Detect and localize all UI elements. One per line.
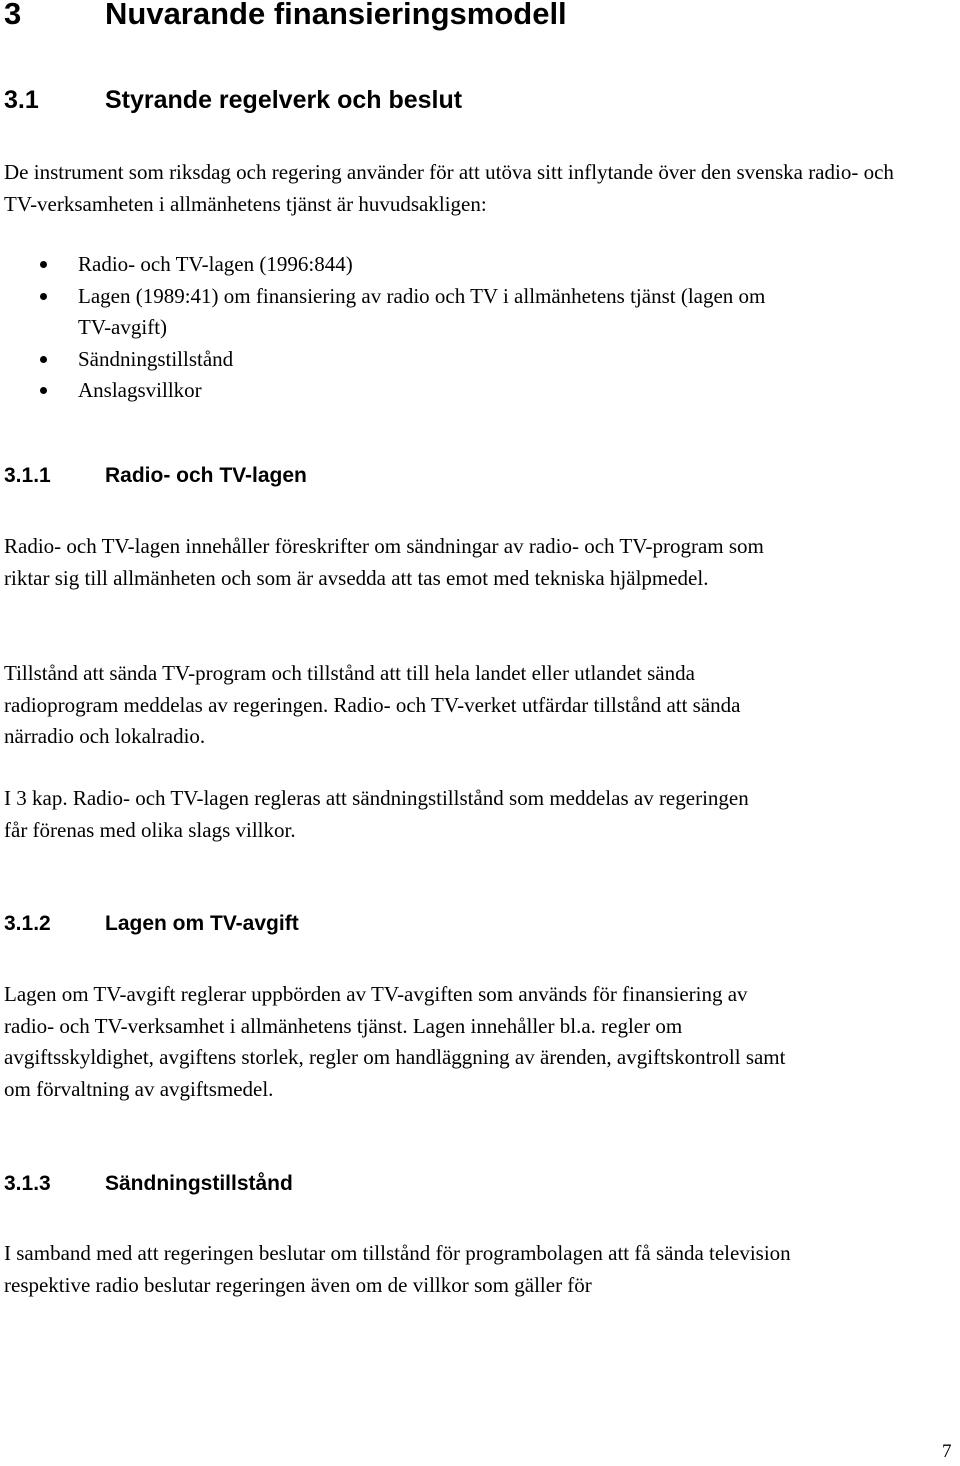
page-number: 7 bbox=[942, 1441, 952, 1462]
chapter-number: 3 bbox=[4, 0, 22, 31]
subsection-heading bbox=[4, 1170, 293, 1198]
subsection-number: 3.1.3 bbox=[4, 1172, 51, 1195]
list-item: Sändningstillstånd bbox=[0, 344, 798, 376]
bullet-list bbox=[0, 249, 798, 407]
section-number: 3.1 bbox=[4, 86, 39, 114]
subsection-heading bbox=[4, 462, 307, 490]
chapter-heading bbox=[4, 0, 567, 34]
paragraph: Lagen om TV-avgift reglerar uppbörden av TV-avgiften som används för finansiering av radio- och TV-verksamhet i allmänhetens tjänst. Lagen innehåller bl.a. regler om avgiftsskyldighet, avgiftens storlek, regler om handläggning av ärenden, avgiftskontroll samt om förvaltning av avgiftsmedel. bbox=[4, 982, 786, 1101]
subsection-number: 3.1.1 bbox=[4, 464, 51, 487]
subsection-title: Radio- och TV-lagen bbox=[105, 464, 307, 487]
subsection-number: 3.1.2 bbox=[4, 912, 51, 935]
bullet-icon bbox=[40, 356, 47, 363]
list-item: Radio- och TV-lagen (1996:844) bbox=[0, 249, 798, 281]
paragraph: Radio- och TV-lagen innehåller föreskrifter om sändningar av radio- och TV-program som riktar sig till allmänheten och som är avsedda att tas emot med tekniska hjälpmedel. bbox=[4, 534, 764, 590]
paragraph: I 3 kap. Radio- och TV-lagen regleras att sändningstillstånd som meddelas av regeringen får förenas med olika slags villkor. bbox=[4, 786, 749, 842]
chapter-title: Nuvarande finansieringsmodell bbox=[105, 0, 567, 31]
bullet-icon bbox=[40, 293, 47, 300]
bullet-icon bbox=[40, 387, 47, 394]
paragraph: Tillstånd att sända TV-program och tillstånd att till hela landet eller utlandet sända radioprogram meddelas av regeringen. Radio- och TV-verket utfärdar tillstånd att sända närradio och lokalradio. bbox=[4, 661, 741, 748]
bullet-icon bbox=[40, 261, 47, 268]
list-item: Lagen (1989:41) om finansiering av radio och TV i allmänhetens tjänst (lagen om TV-avgift) bbox=[0, 281, 798, 344]
section-heading bbox=[4, 84, 462, 116]
paragraph: I samband med att regeringen beslutar om tillstånd för programbolagen att få sända television respektive radio beslutar regeringen även om de villkor som gäller för bbox=[4, 1241, 791, 1297]
subsection-title: Lagen om TV-avgift bbox=[105, 912, 299, 935]
subsection-title: Sändningstillstånd bbox=[105, 1172, 293, 1195]
list-item: Anslagsvillkor bbox=[0, 375, 798, 407]
section-intro: De instrument som riksdag och regering använder för att utöva sitt inflytande över den svenska radio- och TV-verksamheten i allmänhetens tjänst är huvudsakligen: bbox=[4, 160, 894, 216]
section-title: Styrande regelverk och beslut bbox=[105, 86, 463, 114]
subsection-heading bbox=[4, 910, 299, 938]
